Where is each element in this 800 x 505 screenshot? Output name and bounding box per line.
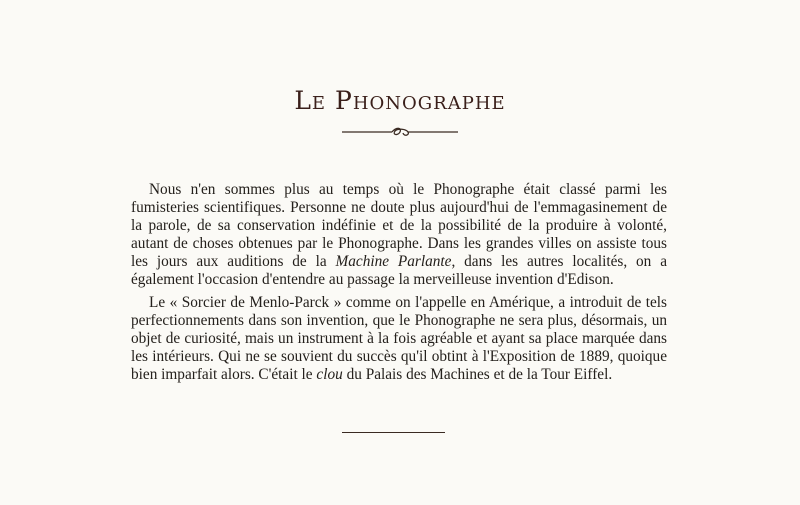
closing-rule [342, 432, 445, 433]
paragraph-2: Le « Sorcier de Menlo-Parck » comme on l'appelle en Amérique, a introduit de tels perfectionnements dans son invention, que le Phonographe ne sera plus, désormais, un objet de curiosité, mais un instrument à la fois agréable et ayant sa place marquée dans les intérieurs. Qui ne se souvient du succès qu'il obtint à l'Exposition de 1889, quoique bien imparfait alors. C'était le clou du Palais des Machines et de la Tour Eiffel. [131, 293, 667, 383]
paragraph-1: Nous n'en sommes plus au temps où le Phonographe était classé parmi les fumisteries scientifiques. Personne ne doute plus aujourd'hui de l'emmagasinement de la parole, de sa conservation indéfinie et de la possibilité de la produire à volonté, autant de choses obtenues par le Phonographe. Dans les grandes villes on assiste tous les jours aux auditions de la Machine Parlante, dans les autres localités, on a également l'occasion d'entendre au passage la merveilleuse invention d'Edison. [131, 181, 667, 289]
italic-phrase: clou [316, 365, 343, 383]
italic-phrase: Machine Parlante [335, 253, 452, 271]
page-title: Le Phonographe [294, 86, 506, 115]
body-text [131, 181, 667, 388]
ornament-divider-icon [340, 124, 460, 140]
